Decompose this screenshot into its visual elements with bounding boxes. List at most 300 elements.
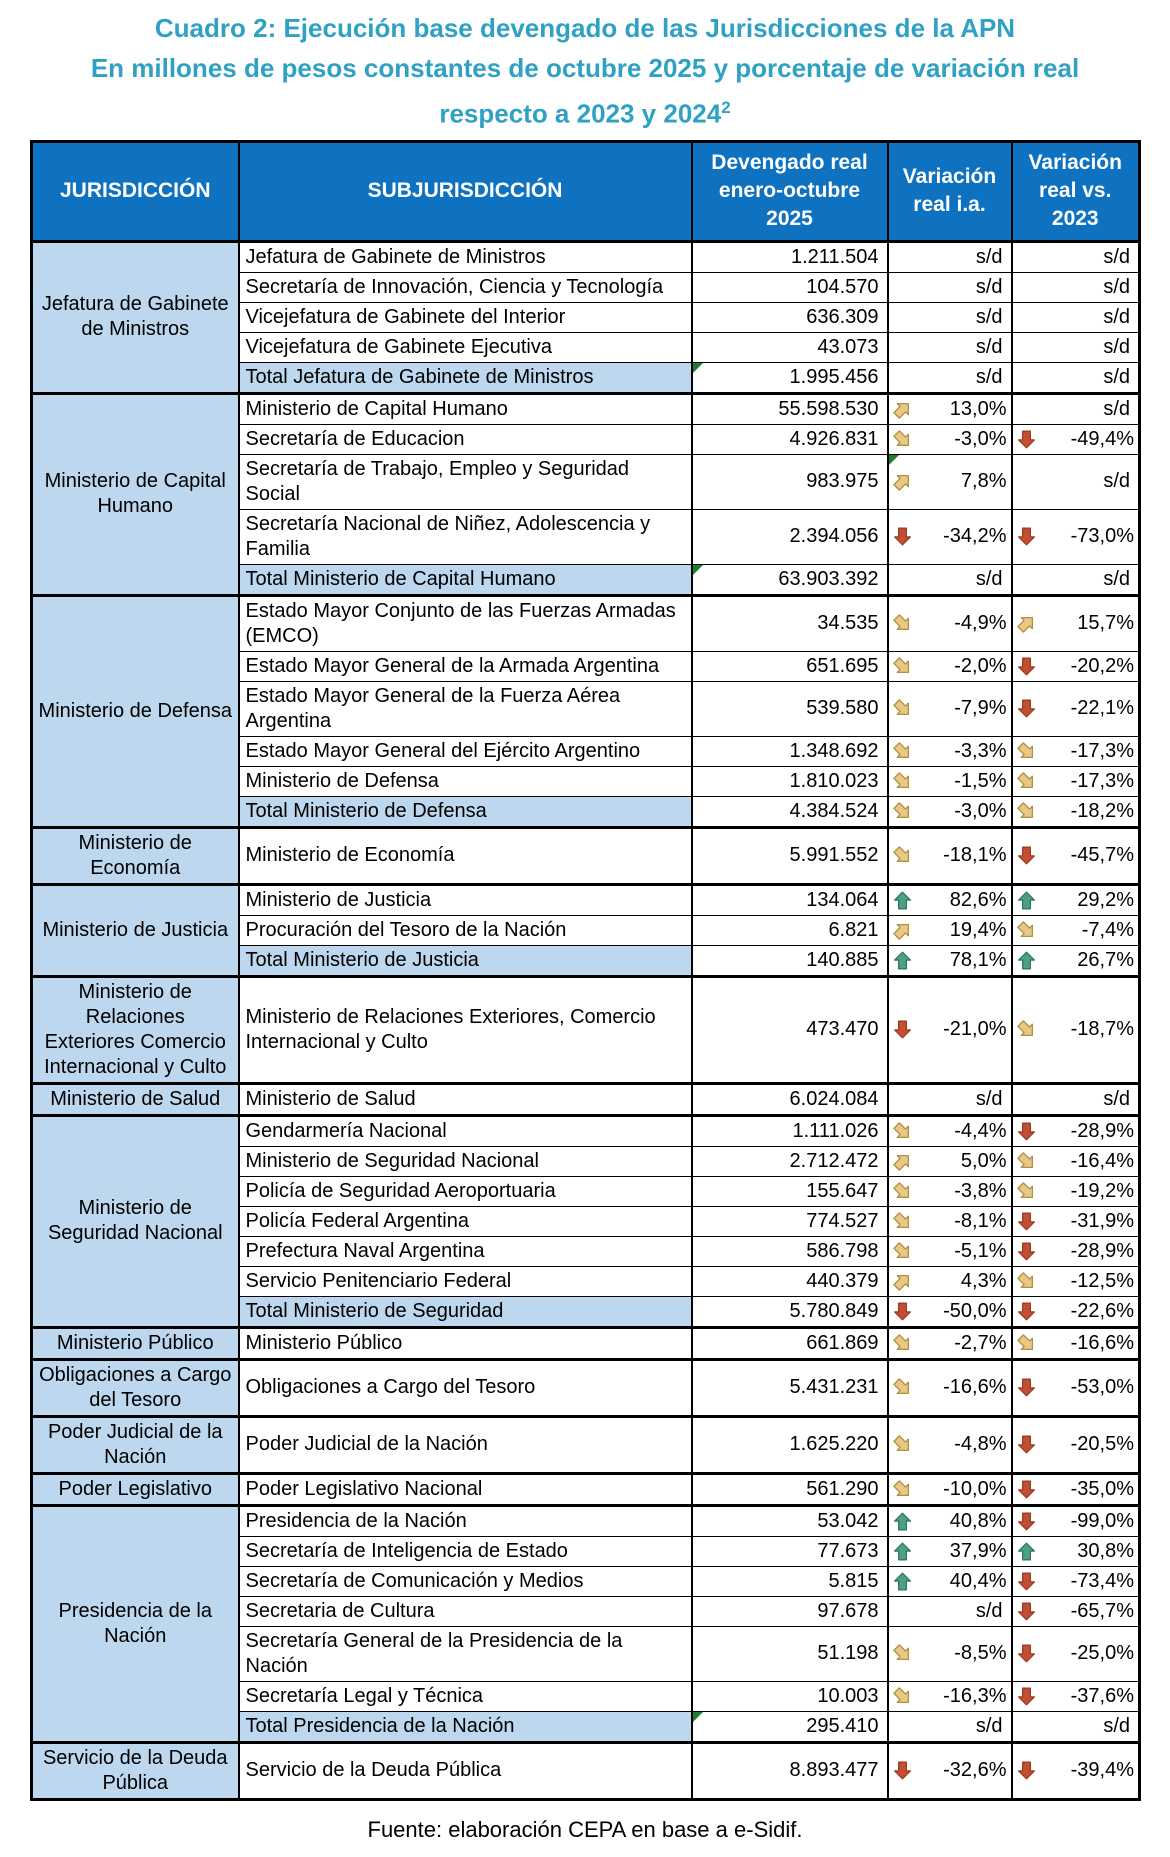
devengado-cell: 774.527	[692, 1206, 888, 1236]
variacion-ia-cell: s/d	[888, 1083, 1012, 1115]
variacion-2023-cell	[1012, 1296, 1140, 1327]
variation-value: -45,7%	[1070, 844, 1134, 867]
variacion-ia-cell	[888, 681, 1012, 736]
arrow-diag-down-icon	[1016, 1271, 1037, 1292]
jurisdiction-cell: Ministerio de Defensa	[32, 595, 239, 827]
variation-value: 82,6%	[949, 888, 1007, 911]
arrow-down-icon	[892, 1019, 913, 1040]
variation-value: 40,8%	[949, 1509, 1007, 1532]
arrow-diag-down-icon	[892, 613, 913, 634]
subjurisdiction-cell: Secretaría General de la Presidencia de la Nación	[239, 1626, 692, 1681]
variacion-2023-cell	[1012, 1596, 1140, 1626]
variacion-2023-cell	[1012, 945, 1140, 976]
subjurisdiction-cell: Total Ministerio de Capital Humano	[239, 564, 692, 595]
variacion-2023-cell	[1012, 915, 1140, 945]
jurisdiction-cell: Ministerio de Capital Humano	[32, 393, 239, 595]
variation-value: 4,3%	[960, 1269, 1007, 1292]
variation-value: -73,4%	[1070, 1569, 1134, 1592]
jurisdiction-cell: Poder Legislativo	[32, 1473, 239, 1505]
variation-value: 15,7%	[1077, 612, 1134, 635]
arrow-diag-down-icon	[1016, 1333, 1037, 1354]
variation-value: -1,5%	[954, 769, 1007, 792]
devengado-cell: 140.885	[692, 945, 888, 976]
variation-value: -65,7%	[1070, 1599, 1134, 1622]
variacion-ia-cell	[888, 736, 1012, 766]
variacion-ia-cell	[888, 1681, 1012, 1711]
variation-value: -18,2%	[1070, 799, 1134, 822]
variacion-2023-cell	[1012, 1566, 1140, 1596]
table-row	[32, 393, 1140, 424]
variation-value: -16,6%	[943, 1376, 1007, 1399]
arrow-down-icon	[1016, 845, 1037, 866]
header-subjurisdiccion: SUBJURISDICCIÓN	[239, 141, 692, 241]
arrow-up-icon	[892, 1511, 913, 1532]
variacion-ia-cell	[888, 393, 1012, 424]
variation-value: -21,0%	[943, 1018, 1007, 1041]
devengado-cell: 1.995.456	[692, 362, 888, 393]
devengado-cell: 34.535	[692, 595, 888, 651]
subjurisdiction-cell: Servicio de la Deuda Pública	[239, 1742, 692, 1799]
variation-value: -22,6%	[1070, 1299, 1134, 1322]
arrow-diag-down-icon	[892, 1434, 913, 1455]
variation-value: 19,4%	[949, 918, 1007, 941]
variation-value: -25,0%	[1070, 1642, 1134, 1665]
variacion-ia-cell	[888, 1626, 1012, 1681]
arrow-diag-down-icon	[1016, 771, 1037, 792]
devengado-cell: 155.647	[692, 1176, 888, 1206]
variation-value: -3,0%	[954, 427, 1007, 450]
variacion-ia-cell: s/d	[888, 362, 1012, 393]
table-row	[32, 241, 1140, 272]
variation-value: 40,4%	[949, 1569, 1007, 1592]
arrow-down-icon	[1016, 1479, 1037, 1500]
devengado-cell: 2.712.472	[692, 1146, 888, 1176]
arrow-diag-down-icon	[1016, 1019, 1037, 1040]
devengado-cell: 6.821	[692, 915, 888, 945]
table-row	[32, 1473, 1140, 1505]
arrow-diag-down-icon	[892, 845, 913, 866]
variacion-2023-cell: s/d	[1012, 302, 1140, 332]
variacion-ia-cell	[888, 1566, 1012, 1596]
arrow-down-icon	[1016, 656, 1037, 677]
subjurisdiction-cell: Obligaciones a Cargo del Tesoro	[239, 1359, 692, 1416]
arrow-down-icon	[1016, 1760, 1037, 1781]
subjurisdiction-cell: Ministerio de Economía	[239, 827, 692, 884]
variacion-ia-cell	[888, 1416, 1012, 1473]
table-title	[0, 0, 1170, 134]
devengado-cell: 43.073	[692, 332, 888, 362]
jurisdiction-cell: Jefatura de Gabinete de Ministros	[32, 241, 239, 393]
subjurisdiction-cell: Estado Mayor General de la Fuerza Aérea Argentina	[239, 681, 692, 736]
table-row	[32, 976, 1140, 1083]
subjurisdiction-cell: Ministerio de Relaciones Exteriores, Comercio Internacional y Culto	[239, 976, 692, 1083]
devengado-cell: 55.598.530	[692, 393, 888, 424]
subjurisdiction-cell: Jefatura de Gabinete de Ministros	[239, 241, 692, 272]
arrow-diag-down-icon	[892, 1241, 913, 1262]
arrow-down-icon	[892, 1301, 913, 1322]
variacion-2023-cell	[1012, 884, 1140, 915]
variacion-2023-cell	[1012, 736, 1140, 766]
variation-value: -16,4%	[1070, 1149, 1134, 1172]
table-row	[32, 1083, 1140, 1115]
variation-value: -32,6%	[943, 1759, 1007, 1782]
variacion-ia-cell	[888, 1115, 1012, 1146]
devengado-cell: 636.309	[692, 302, 888, 332]
variacion-ia-cell	[888, 1505, 1012, 1536]
arrow-down-icon	[1016, 429, 1037, 450]
variacion-2023-cell	[1012, 1146, 1140, 1176]
devengado-cell: 295.410	[692, 1711, 888, 1742]
arrow-diag-up-icon	[892, 1151, 913, 1172]
arrow-diag-down-icon	[1016, 741, 1037, 762]
variation-value: 7,8%	[960, 470, 1007, 493]
source-caption: Fuente: elaboración CEPA en base a e-Sidif.	[367, 1816, 803, 1842]
arrow-up-icon	[1016, 1541, 1037, 1562]
arrow-diag-up-icon	[892, 471, 913, 492]
variacion-2023-cell: s/d	[1012, 564, 1140, 595]
variacion-2023-cell	[1012, 681, 1140, 736]
variacion-ia-cell	[888, 1327, 1012, 1359]
arrow-diag-down-icon	[892, 1377, 913, 1398]
variation-value: -49,4%	[1070, 427, 1134, 450]
devengado-cell: 4.384.524	[692, 796, 888, 827]
subjurisdiction-cell: Procuración del Tesoro de la Nación	[239, 915, 692, 945]
jurisdiction-cell: Ministerio de Justicia	[32, 884, 239, 976]
arrow-diag-up-icon	[892, 920, 913, 941]
header-devengado: Devengado real enero-octubre 2025	[692, 141, 888, 241]
variacion-2023-cell	[1012, 424, 1140, 454]
arrow-diag-down-icon	[892, 1479, 913, 1500]
variacion-ia-cell	[888, 1296, 1012, 1327]
title-line-3	[0, 88, 1170, 134]
subjurisdiction-cell: Vicejefatura de Gabinete Ejecutiva	[239, 332, 692, 362]
variacion-ia-cell: s/d	[888, 302, 1012, 332]
variation-value: -4,9%	[954, 612, 1007, 635]
devengado-cell: 661.869	[692, 1327, 888, 1359]
devengado-cell: 104.570	[692, 272, 888, 302]
title-line-3-text: respecto a 2023 y 2024	[439, 98, 722, 129]
header-row	[32, 141, 1140, 241]
subjurisdiction-cell: Ministerio de Capital Humano	[239, 393, 692, 424]
variacion-2023-cell	[1012, 766, 1140, 796]
variacion-ia-cell: s/d	[888, 564, 1012, 595]
variacion-ia-cell: s/d	[888, 241, 1012, 272]
variacion-2023-cell	[1012, 976, 1140, 1083]
variacion-ia-cell	[888, 1176, 1012, 1206]
subjurisdiction-cell: Total Ministerio de Justicia	[239, 945, 692, 976]
variacion-ia-cell	[888, 651, 1012, 681]
variacion-ia-cell	[888, 424, 1012, 454]
arrow-diag-down-icon	[892, 801, 913, 822]
arrow-up-icon	[1016, 890, 1037, 911]
variacion-ia-cell	[888, 1359, 1012, 1416]
subjurisdiction-cell: Ministerio Público	[239, 1327, 692, 1359]
devengado-cell: 2.394.056	[692, 509, 888, 564]
subjurisdiction-cell: Ministerio de Defensa	[239, 766, 692, 796]
arrow-down-icon	[1016, 1511, 1037, 1532]
devengado-cell: 6.024.084	[692, 1083, 888, 1115]
variacion-ia-cell	[888, 976, 1012, 1083]
arrow-diag-up-icon	[892, 399, 913, 420]
jurisdiction-cell: Ministerio de Relaciones Exteriores Comercio Internacional y Culto	[32, 976, 239, 1083]
variation-value: -3,0%	[954, 799, 1007, 822]
variacion-ia-cell	[888, 595, 1012, 651]
variation-value: 29,2%	[1077, 888, 1134, 911]
devengado-cell: 5.431.231	[692, 1359, 888, 1416]
subjurisdiction-cell: Poder Legislativo Nacional	[239, 1473, 692, 1505]
variacion-2023-cell: s/d	[1012, 272, 1140, 302]
arrow-diag-down-icon	[892, 1121, 913, 1142]
variacion-ia-cell	[888, 1742, 1012, 1799]
arrow-up-icon	[892, 950, 913, 971]
subjurisdiction-cell: Gendarmería Nacional	[239, 1115, 692, 1146]
variacion-2023-cell: s/d	[1012, 241, 1140, 272]
arrow-diag-down-icon	[892, 698, 913, 719]
subjurisdiction-cell: Secretaría de Inteligencia de Estado	[239, 1536, 692, 1566]
arrow-diag-down-icon	[892, 741, 913, 762]
variation-value: -37,6%	[1070, 1684, 1134, 1707]
header-variacion-ia: Variación real i.a.	[888, 141, 1012, 241]
devengado-cell: 561.290	[692, 1473, 888, 1505]
jurisdiction-cell: Ministerio Público	[32, 1327, 239, 1359]
jurisdiction-cell: Ministerio de Seguridad Nacional	[32, 1115, 239, 1327]
table-row	[32, 827, 1140, 884]
devengado-cell: 1.810.023	[692, 766, 888, 796]
variation-value: 37,9%	[949, 1539, 1007, 1562]
arrow-up-icon	[1016, 950, 1037, 971]
variation-value: -39,4%	[1070, 1759, 1134, 1782]
variacion-2023-cell: s/d	[1012, 332, 1140, 362]
variacion-ia-cell	[888, 454, 1012, 509]
subjurisdiction-cell: Presidencia de la Nación	[239, 1505, 692, 1536]
variation-value: 78,1%	[949, 948, 1007, 971]
variacion-2023-cell	[1012, 1742, 1140, 1799]
variacion-2023-cell	[1012, 1236, 1140, 1266]
variacion-2023-cell: s/d	[1012, 1711, 1140, 1742]
arrow-down-icon	[1016, 698, 1037, 719]
arrow-down-icon	[1016, 1643, 1037, 1664]
variacion-ia-cell	[888, 509, 1012, 564]
variation-value: -4,8%	[954, 1433, 1007, 1456]
variacion-ia-cell: s/d	[888, 1596, 1012, 1626]
variation-value: -16,3%	[943, 1684, 1007, 1707]
subjurisdiction-cell: Total Ministerio de Seguridad	[239, 1296, 692, 1327]
variacion-2023-cell	[1012, 1176, 1140, 1206]
variation-value: -4,4%	[954, 1119, 1007, 1142]
arrow-down-icon	[1016, 1121, 1037, 1142]
subjurisdiction-cell: Secretaría Nacional de Niñez, Adolescencia y Familia	[239, 509, 692, 564]
variacion-2023-cell	[1012, 651, 1140, 681]
arrow-diag-down-icon	[892, 429, 913, 450]
variacion-2023-cell: s/d	[1012, 1083, 1140, 1115]
subjurisdiction-cell: Ministerio de Salud	[239, 1083, 692, 1115]
arrow-down-icon	[1016, 1601, 1037, 1622]
variation-value: 30,8%	[1077, 1539, 1134, 1562]
subjurisdiction-cell: Servicio Penitenciario Federal	[239, 1266, 692, 1296]
arrow-up-icon	[892, 1541, 913, 1562]
arrow-diag-down-icon	[892, 656, 913, 677]
devengado-cell: 51.198	[692, 1626, 888, 1681]
variacion-ia-cell	[888, 915, 1012, 945]
arrow-down-icon	[1016, 1571, 1037, 1592]
devengado-cell: 8.893.477	[692, 1742, 888, 1799]
variation-value: -3,3%	[954, 739, 1007, 762]
arrow-down-icon	[1016, 1241, 1037, 1262]
variation-value: -2,0%	[954, 654, 1007, 677]
devengado-cell: 97.678	[692, 1596, 888, 1626]
subjurisdiction-cell: Policía de Seguridad Aeroportuaria	[239, 1176, 692, 1206]
devengado-cell: 1.348.692	[692, 736, 888, 766]
variacion-2023-cell: s/d	[1012, 393, 1140, 424]
title-line-1: Cuadro 2: Ejecución base devengado de las Jurisdicciones de la APN	[154, 13, 1016, 43]
devengado-cell: 586.798	[692, 1236, 888, 1266]
table-row	[32, 1505, 1140, 1536]
variation-value: -3,8%	[954, 1179, 1007, 1202]
arrow-diag-down-icon	[892, 771, 913, 792]
devengado-cell: 5.991.552	[692, 827, 888, 884]
variation-value: 13,0%	[949, 397, 1007, 420]
subjurisdiction-cell: Poder Judicial de la Nación	[239, 1416, 692, 1473]
variacion-2023-cell	[1012, 1416, 1140, 1473]
arrow-diag-down-icon	[892, 1686, 913, 1707]
variacion-2023-cell	[1012, 1536, 1140, 1566]
variacion-ia-cell	[888, 827, 1012, 884]
variacion-ia-cell	[888, 1236, 1012, 1266]
arrow-down-icon	[1016, 526, 1037, 547]
devengado-cell: 1.625.220	[692, 1416, 888, 1473]
variation-value: -31,9%	[1070, 1209, 1134, 1232]
arrow-diag-up-icon	[1016, 613, 1037, 634]
variation-value: -7,9%	[954, 697, 1007, 720]
devengado-cell: 77.673	[692, 1536, 888, 1566]
subjurisdiction-cell: Estado Mayor Conjunto de las Fuerzas Armadas (EMCO)	[239, 595, 692, 651]
variacion-2023-cell	[1012, 796, 1140, 827]
devengado-cell: 651.695	[692, 651, 888, 681]
arrow-diag-down-icon	[892, 1211, 913, 1232]
variation-value: -34,2%	[943, 525, 1007, 548]
arrow-down-icon	[1016, 1301, 1037, 1322]
subjurisdiction-cell: Secretaría de Innovación, Ciencia y Tecnología	[239, 272, 692, 302]
arrow-diag-down-icon	[1016, 1151, 1037, 1172]
subjurisdiction-cell: Secretaría de Comunicación y Medios	[239, 1566, 692, 1596]
arrow-down-icon	[1016, 1686, 1037, 1707]
variation-value: -17,3%	[1070, 769, 1134, 792]
devengado-cell: 1.111.026	[692, 1115, 888, 1146]
devengado-cell: 440.379	[692, 1266, 888, 1296]
subjurisdiction-cell: Secretaría Legal y Técnica	[239, 1681, 692, 1711]
devengado-cell: 5.780.849	[692, 1296, 888, 1327]
arrow-diag-down-icon	[1016, 1181, 1037, 1202]
table-row	[32, 595, 1140, 651]
jurisdiction-cell: Obligaciones a Cargo del Tesoro	[32, 1359, 239, 1416]
arrow-diag-down-icon	[1016, 920, 1037, 941]
arrow-down-icon	[892, 1760, 913, 1781]
variation-value: -73,0%	[1070, 525, 1134, 548]
variation-value: 26,7%	[1077, 948, 1134, 971]
variacion-ia-cell	[888, 796, 1012, 827]
variacion-2023-cell	[1012, 1681, 1140, 1711]
arrow-diag-down-icon	[892, 1181, 913, 1202]
variacion-ia-cell: s/d	[888, 1711, 1012, 1742]
devengado-cell: 1.211.504	[692, 241, 888, 272]
arrow-down-icon	[1016, 1377, 1037, 1398]
devengado-cell: 473.470	[692, 976, 888, 1083]
devengado-cell: 10.003	[692, 1681, 888, 1711]
variation-value: -7,4%	[1081, 918, 1134, 941]
jurisdiction-cell: Presidencia de la Nación	[32, 1505, 239, 1742]
jurisdiction-cell: Poder Judicial de la Nación	[32, 1416, 239, 1473]
subjurisdiction-cell: Total Ministerio de Defensa	[239, 796, 692, 827]
devengado-cell: 4.926.831	[692, 424, 888, 454]
table-row	[32, 1359, 1140, 1416]
variation-value: 5,0%	[960, 1149, 1007, 1172]
variation-value: -20,2%	[1070, 654, 1134, 677]
variation-value: -18,1%	[943, 844, 1007, 867]
variacion-ia-cell	[888, 1536, 1012, 1566]
budget-table	[30, 140, 1141, 1801]
variation-value: -22,1%	[1070, 697, 1134, 720]
variacion-2023-cell	[1012, 827, 1140, 884]
subjurisdiction-cell: Estado Mayor General de la Armada Argentina	[239, 651, 692, 681]
table-row	[32, 1742, 1140, 1799]
header-variacion-2023: Variación real vs. 2023	[1012, 141, 1140, 241]
variacion-ia-cell: s/d	[888, 332, 1012, 362]
variacion-ia-cell	[888, 945, 1012, 976]
variation-value: -8,1%	[954, 1209, 1007, 1232]
arrow-diag-down-icon	[1016, 801, 1037, 822]
variacion-ia-cell: s/d	[888, 272, 1012, 302]
title-line-2: En millones de pesos constantes de octubre 2025 y porcentaje de variación real	[90, 53, 1080, 83]
subjurisdiction-cell: Policía Federal Argentina	[239, 1206, 692, 1236]
table-row	[32, 1416, 1140, 1473]
subjurisdiction-cell: Total Presidencia de la Nación	[239, 1711, 692, 1742]
variacion-2023-cell	[1012, 1505, 1140, 1536]
subjurisdiction-cell: Ministerio de Justicia	[239, 884, 692, 915]
arrow-diag-up-icon	[892, 1271, 913, 1292]
variation-value: -53,0%	[1070, 1376, 1134, 1399]
arrow-diag-down-icon	[892, 1333, 913, 1354]
arrow-up-icon	[892, 890, 913, 911]
arrow-down-icon	[1016, 1211, 1037, 1232]
subjurisdiction-cell: Secretaria de Cultura	[239, 1596, 692, 1626]
variation-value: -20,5%	[1070, 1433, 1134, 1456]
arrow-down-icon	[892, 526, 913, 547]
variation-value: -35,0%	[1070, 1477, 1134, 1500]
variacion-2023-cell	[1012, 1206, 1140, 1236]
variacion-2023-cell	[1012, 1266, 1140, 1296]
variacion-ia-cell	[888, 884, 1012, 915]
devengado-cell: 63.903.392	[692, 564, 888, 595]
footnote-marker: 2	[721, 98, 731, 117]
variacion-ia-cell	[888, 1206, 1012, 1236]
variacion-ia-cell	[888, 766, 1012, 796]
variation-value: -19,2%	[1070, 1179, 1134, 1202]
subjurisdiction-cell: Secretaría de Trabajo, Empleo y Seguridad Social	[239, 454, 692, 509]
arrow-diag-down-icon	[892, 1643, 913, 1664]
devengado-cell: 983.975	[692, 454, 888, 509]
table-row	[32, 884, 1140, 915]
table-row	[32, 1327, 1140, 1359]
devengado-cell: 134.064	[692, 884, 888, 915]
subjurisdiction-cell: Estado Mayor General del Ejército Argentino	[239, 736, 692, 766]
variation-value: -8,5%	[954, 1642, 1007, 1665]
subjurisdiction-cell: Secretaría de Educacion	[239, 424, 692, 454]
variacion-2023-cell	[1012, 1115, 1140, 1146]
subjurisdiction-cell: Vicejefatura de Gabinete del Interior	[239, 302, 692, 332]
variation-value: -16,6%	[1070, 1331, 1134, 1354]
variacion-2023-cell	[1012, 509, 1140, 564]
variacion-2023-cell: s/d	[1012, 362, 1140, 393]
